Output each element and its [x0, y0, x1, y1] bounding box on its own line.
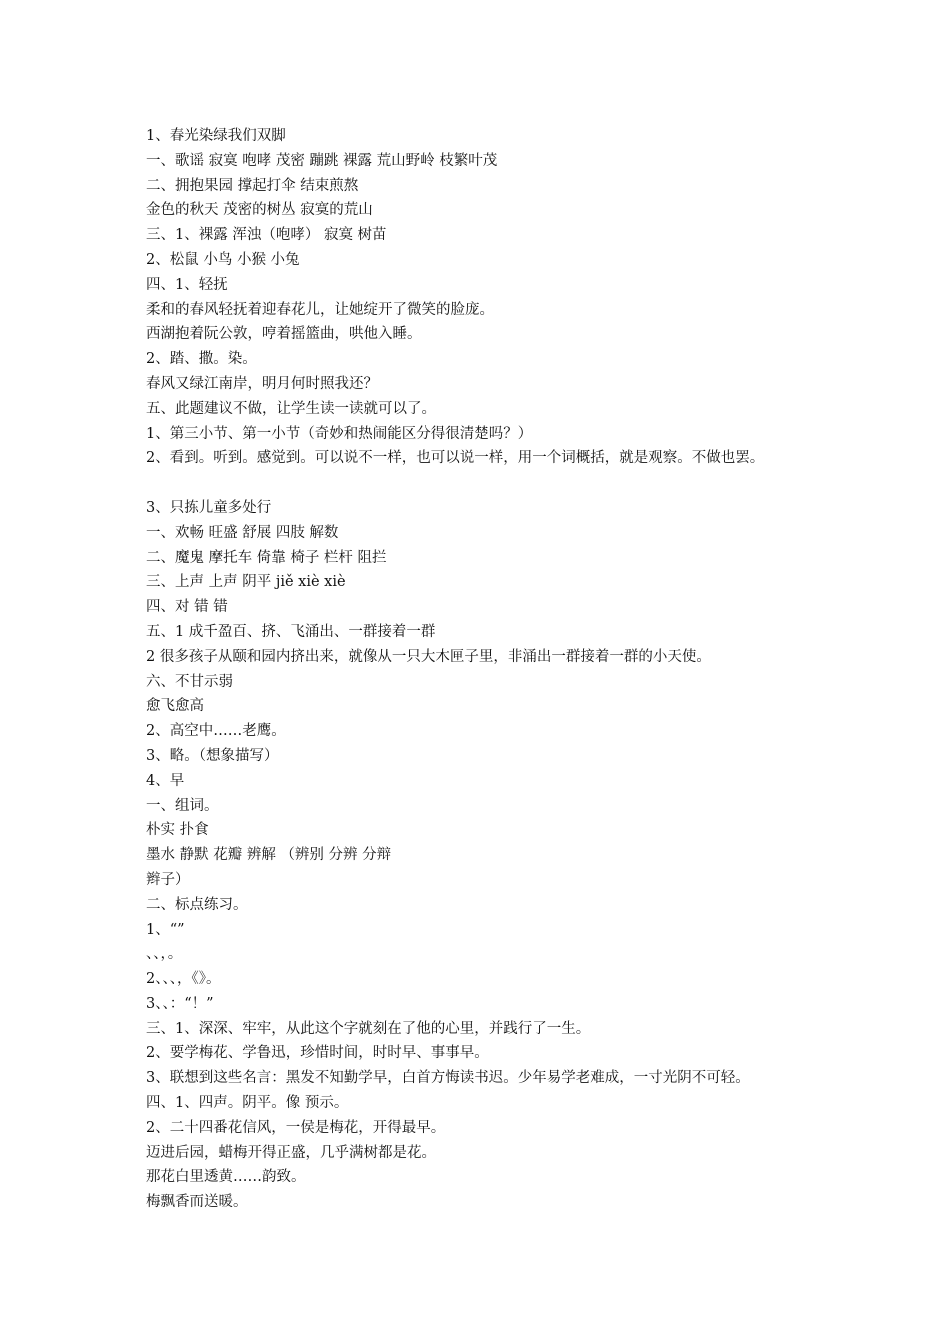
text-line: 2、松鼠 小鸟 小猴 小兔 — [146, 251, 300, 268]
text-line: 那花白里透黄……韵致。 — [146, 1169, 306, 1186]
text-line: 柔和的春风轻抚着迎春花儿，让她绽开了微笑的脸庞。 — [146, 301, 494, 318]
text-line: 五、此题建议不做，让学生读一读就可以了。 — [146, 400, 436, 417]
text-line: 2、踏、撒。染。 — [146, 351, 257, 368]
text-line: 墨水 静默 花瓣 辨解 （辨别 分辨 分辩 — [146, 847, 392, 864]
text-line: 金色的秋天 茂密的树丛 寂寞的荒山 — [146, 202, 373, 219]
text-line: 西湖抱着阮公敦，哼着摇篮曲，哄他入睡。 — [146, 326, 422, 343]
text-line: 2、要学梅花、学鲁迅，珍惜时间，时时早、事事早。 — [146, 1045, 489, 1062]
text-line: 2 很多孩子从颐和园内挤出来，就像从一只大木匣子里，非涌出一群接着一群的小天使。 — [146, 648, 711, 665]
text-line: 3、、：“！” — [146, 995, 214, 1012]
text-line: 一、歌谣 寂寞 咆哮 茂密 蹦跳 裸露 荒山野岭 枝繁叶茂 — [146, 152, 498, 169]
text-line: 1、第三小节、第一小节（奇妙和热闹能区分得很清楚吗？） — [146, 425, 533, 442]
text-line: 三、上声 上声 阴平 jiě xiè xiè — [146, 574, 346, 591]
heading-lesson-1: 1、春光染绿我们双脚 — [146, 128, 286, 144]
text-line: 愈飞愈高 — [146, 698, 204, 715]
text-line: 2、看到。听到。感觉到。可以说不一样，也可以说一样，用一个词概括，就是观察。不做也罢。 — [146, 450, 765, 467]
text-line: 、、，。 — [146, 946, 183, 963]
text-line: 2、二十四番花信风，一侯是梅花，开得最早。 — [146, 1119, 446, 1136]
heading-lesson-3: 3、只拣儿童多处行 — [146, 499, 272, 516]
text-line: 六、不甘示弱 — [146, 673, 233, 690]
text-line: 一、组词。 — [146, 797, 219, 814]
text-line: 二、标点练习。 — [146, 896, 248, 913]
text-line: 迈进后园，蜡梅开得正盛，几乎满树都是花。 — [146, 1144, 436, 1161]
text-line: 三、1、深深、牢牢，从此这个字就刻在了他的心里，并践行了一生。 — [146, 1020, 591, 1037]
document-body — [146, 124, 846, 1215]
text-line: 四、1、轻抚 — [146, 276, 228, 293]
text-line: 辫子） — [146, 871, 190, 888]
text-line: 3、联想到这些名言：黑发不知勤学早，白首方悔读书迟。少年易学老难成，一寸光阴不可轻。 — [146, 1070, 750, 1087]
text-line: 四、1、四声。阴平。像 预示。 — [146, 1095, 349, 1112]
text-line: 1、“” — [146, 921, 185, 938]
text-line: 朴实 扑食 — [146, 822, 209, 839]
text-line: 二、拥抱果园 撑起打伞 结束煎熬 — [146, 177, 359, 194]
text-line: 二、魔鬼 摩托车 倚靠 椅子 栏杆 阻拦 — [146, 549, 387, 566]
text-line: 3、略。（想象描写） — [146, 747, 279, 764]
text-line: 一、欢畅 旺盛 舒展 四肢 解数 — [146, 524, 339, 541]
blank-line — [146, 471, 846, 496]
text-line: 三、1、裸露 浑浊（咆哮） 寂寞 树苗 — [146, 227, 387, 244]
text-line: 2、、、，《》。 — [146, 971, 221, 988]
text-line: 五、1 成千盈百、挤、飞涌出、一群接着一群 — [146, 623, 436, 640]
text-line: 四、对 错 错 — [146, 599, 228, 616]
text-line: 2、高空中……老鹰。 — [146, 723, 286, 740]
text-line: 梅飘香而送暖。 — [146, 1194, 248, 1211]
heading-lesson-4: 4、早 — [146, 772, 185, 789]
text-line: 春风又绿江南岸，明月何时照我还？ — [146, 375, 378, 392]
